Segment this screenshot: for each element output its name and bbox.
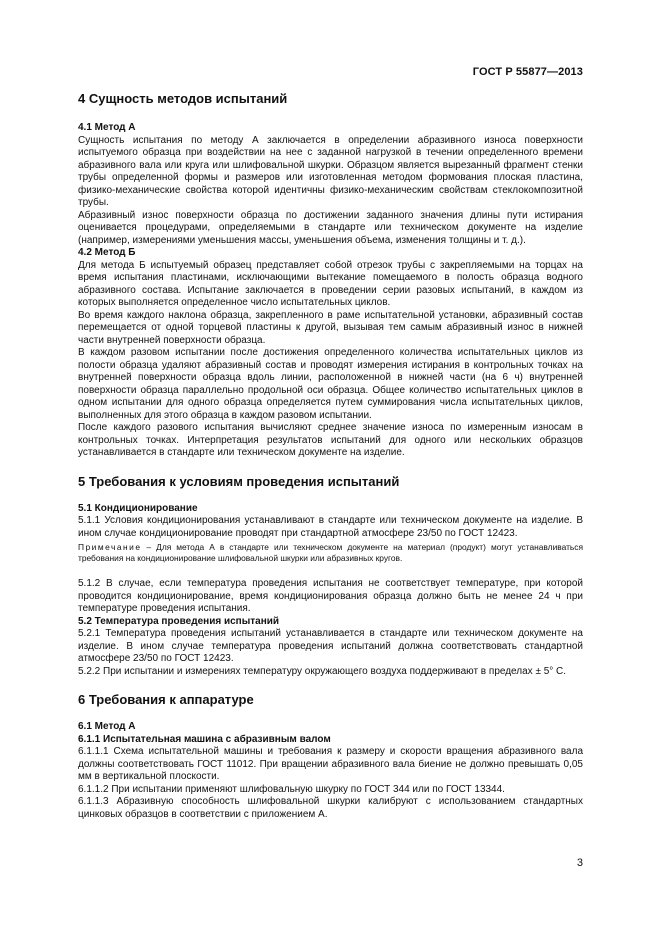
paragraph-6-1-1-2: 6.1.1.2 При испытании применяют шлифовальную шкурку по ГОСТ 344 или по ГОСТ 13344. <box>78 783 505 795</box>
paragraph-4-1-1: Сущность испытания по методу А заключается в определении абразивного износа поверхности испытуемого образца при воздействии на нее с заданной нагрузкой в течении определенного времени абразивного вала или круга или шлифовальной шкурки. Образцом является вырезанный фрагмент стенки трубы определенной формы и размеров или изготовленная методом формования плоская пластина, физико-механические свойства которой идентичны физико-механическим свойствам стеклокомпозитной трубы. <box>78 134 583 208</box>
note-text: – Для метода А в стандарте или техническом документе на материал (продукт) могут устанавливаться требования на кондиционирование шлифовальной шкурки или абразивных кругов. <box>78 542 583 563</box>
paragraph-4-2-2: Во время каждого наклона образца, закрепленного в раме испытательной установки, абразивный состав перемещается от одной торцевой пластины к другой, вызывая тем самым абразивный износ в нижней части внутренней поверхности образца. <box>78 309 583 346</box>
section-6-heading: 6 Требования к аппаратуре <box>78 692 254 707</box>
paragraph-5-1-1: 5.1.1 Условия кондиционирования устанавливают в стандарте или техническом документе на изделие. В ином случае кондиционирование проводят при стандартной атмосфере 23/50 по ГОСТ 12423. <box>78 515 583 539</box>
subsection-5-2-heading: 5.2 Температура проведения испытаний <box>78 615 280 627</box>
paragraph-6-1-1-1: 6.1.1.1 Схема испытательной машины и требования к размеру и скорости вращения абразивного вала должны соответствовать ГОСТ 11012. При вращении абразивного вала биение не должно превышать 0,05 мм в вертикальной плоскости. <box>78 746 583 782</box>
paragraph-4-2-1: Для метода Б испытуемый образец представляет собой отрезок трубы с закрепляемыми на торцах на время испытания пластинами, исключающими вытекание помещаемого в полость образца водного абразивного состава. Испытание заключается в проведении серии разовых испытаний, в каждом из которых выполняется определенное число испытательных циклов. <box>78 259 583 308</box>
page-number: 3 <box>576 857 583 869</box>
section-4-heading: 4 Сущность методов испытаний <box>78 91 288 106</box>
document-code-header: ГОСТ Р 55877—2013 <box>472 66 583 78</box>
subsection-6-1-1-heading: 6.1.1 Испытательная машина с абразивным валом <box>78 733 331 745</box>
paragraph-6-1-1-3: 6.1.1.3 Абразивную способность шлифовальной шкурки калибруют с использованием стандартных цинковых образцов в соответствии с приложением А. <box>78 796 583 820</box>
subsection-5-1-heading: 5.1 Кондиционирование <box>78 502 198 514</box>
subsection-4-1-heading: 4.1 Метод А <box>78 122 136 133</box>
paragraph-5-2-1: 5.2.1 Температура проведения испытаний устанавливается в стандарте или техническом документе на изделие. В ином случае температура проведения испытаний должна соответствовать стандартной атмосфере 23/50 по ГОСТ 12423. <box>78 628 583 664</box>
paragraph-5-1-2: 5.1.2 В случае, если температура проведения испытания не соответствует температуре, при которой проводится кондиционирование, время кондиционирования образца должно быть не менее 24 ч при температуре проведения испытания. <box>78 578 583 614</box>
paragraph-4-2-4: После каждого разового испытания вычисляют среднее значение износа по измеренным износам в контрольных точках. Интерпретация результатов испытаний для одного или нескольких образцов устанавливается в стандарте или техническом документе на изделие. <box>78 422 583 458</box>
page-content <box>78 86 583 821</box>
paragraph-4-1-2: Абразивный износ поверхности образца по достижении заданного значения длины пути истирания оценивается процедурами, определяемыми в стандарте или техническом документе на изделие (например, измерениями уменьшения массы, уменьшения объема, изменения толщины и т. д.). <box>78 209 583 246</box>
note-5-1 <box>78 542 583 564</box>
paragraph-5-2-2: 5.2.2 При испытании и измерениях температуру окружающего воздуха поддерживают в пределах ± 5° С. <box>78 665 567 677</box>
subsection-4-2-heading: 4.2 Метод Б <box>78 247 136 258</box>
subsection-6-1-heading: 6.1 Метод А <box>78 721 136 732</box>
section-5-heading: 5 Требования к условиям проведения испытаний <box>78 473 400 489</box>
paragraph-4-2-3: В каждом разовом испытании после достижения определенного количества испытательных циклов из полости образца удаляют абразивный состав и проводят измерения истирания в контрольных точках на внутренней поверхности образца вдоль линии, расположенной в нижней части (на 6 ч) внутренней поверхности образца параллельно продольной оси образца. Общее количество испытательных циклов в одном испытании для одного образца определяется путем суммирования числа испытательных циклов, выполненных для этого образца в каждом разовом испытании. <box>78 347 583 421</box>
note-label: Примечание <box>78 542 142 552</box>
